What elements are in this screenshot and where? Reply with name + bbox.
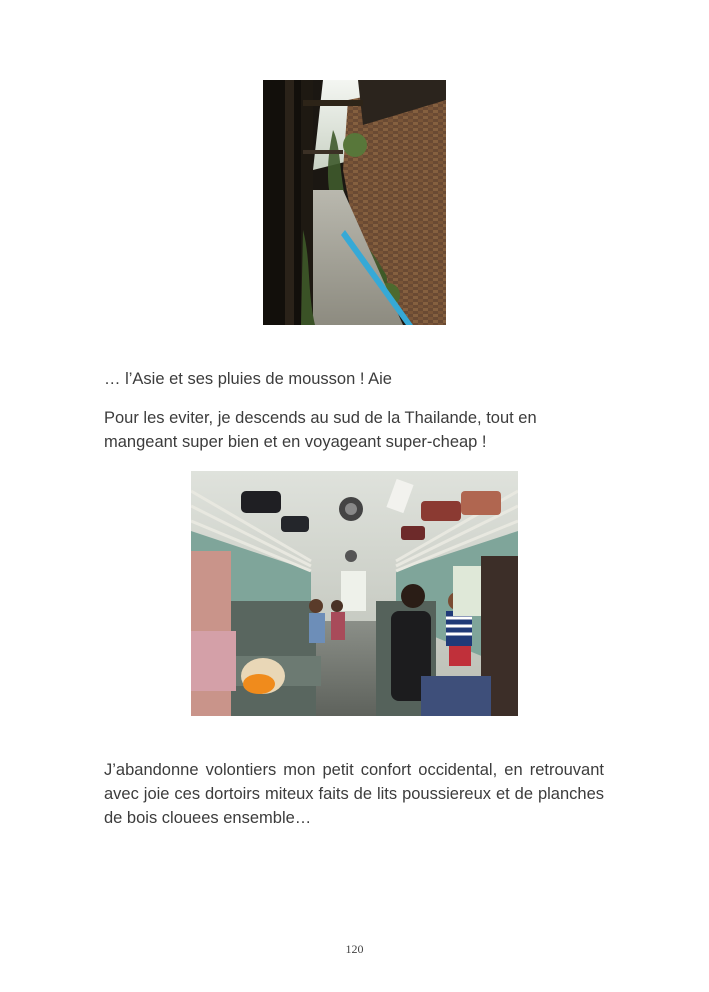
rainy-alley-photo bbox=[263, 80, 446, 325]
page-number: 120 bbox=[345, 942, 364, 956]
train-interior-photo bbox=[191, 471, 518, 716]
paragraph-dormitories: J’abandonne volontiers mon petit confort occidental, en retrouvant avec joie ces dortoirs miteux faits de lits poussiereux et de planches de bois clouees ensemble… bbox=[104, 761, 604, 827]
paragraph-south-thailand: Pour les eviter, je descends au sud de la Thailande, tout en mangeant super bien et en voyageant super-cheap ! bbox=[104, 409, 537, 451]
paragraph-monsoon: … l’Asie et ses pluies de mousson ! Aie bbox=[104, 370, 392, 388]
